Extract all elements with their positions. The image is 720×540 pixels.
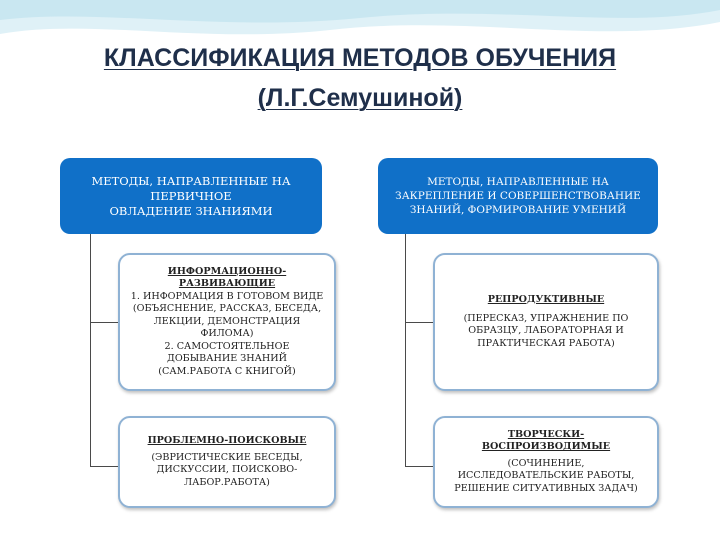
header-line: ЗНАНИЙ, ФОРМИРОВАНИЕ УМЕНИЙ [409,204,627,216]
connector-right-vertical [405,234,406,466]
connector-left-vertical [90,234,91,466]
connector-right-to-creative [405,466,433,467]
card-body-line: ЛАБОР.РАБОТА) [184,476,270,488]
card-body-line: ИССЛЕДОВАТЕЛЬСКИЕ РАБОТЫ, [457,470,635,482]
card-creative-reproducing [433,416,659,508]
card-problem-search [118,416,336,508]
connector-left-to-info [90,322,118,323]
card-body-line: (САМ.РАБОТА С КНИГОЙ) [158,365,296,377]
card-heading-line: ИНФОРМАЦИОННО- [167,265,287,277]
card-body-line: РЕШЕНИЕ СИТУАТИВНЫХ ЗАДАЧ) [454,482,638,494]
card-body-line: ДИСКУССИИ, ПОИСКОВО- [156,464,298,475]
card-body-line: (ПЕРЕСКАЗ, УПРАЖНЕНИЕ ПО [463,312,629,324]
card-heading-line: ПРОБЛЕМНО-ПОИСКОВЫЕ [147,435,307,446]
card-information-developing [118,253,336,391]
header-consolidation [378,158,658,234]
header-line: МЕТОДЫ, НАПРАВЛЕННЫЕ НА [427,176,609,188]
card-body-line: (ОБЪЯСНЕНИЕ, РАССКАЗ, БЕСЕДА, [132,303,322,315]
card-body-line: 2. САМОСТОЯТЕЛЬНОЕ [164,340,290,352]
card-heading-line: РАЗВИВАЮЩИЕ [178,278,276,290]
header-primary-knowledge [60,158,322,234]
header-line: МЕТОДЫ, НАПРАВЛЕННЫЕ НА [91,173,291,188]
card-body-line: (СОЧИНЕНИЕ, [507,457,585,469]
connector-left-to-problem [90,466,118,467]
card-reproductive [433,253,659,391]
page-title: КЛАССИФИКАЦИЯ МЕТОДОВ ОБУЧЕНИЯ [103,44,617,72]
card-body-line: ПРАКТИЧЕСКАЯ РАБОТА) [477,337,615,349]
card-heading-line: ВОСПРОИЗВОДИМЫЕ [481,441,611,453]
card-body-line: ФИЛОМА) [200,328,254,340]
header-line: ПЕРВИЧНОЕ [150,188,232,203]
header-line: ЗАКРЕПЛЕНИЕ И СОВЕРШЕНСТВОВАНИЕ [395,190,641,202]
header-line: ОВЛАДЕНИЕ ЗНАНИЯМИ [109,203,273,218]
card-body-line: 1. ИНФОРМАЦИЯ В ГОТОВОМ ВИДЕ [130,290,324,302]
card-heading-line: ТВОРЧЕСКИ- [507,428,585,440]
connector-right-to-repro [405,322,433,323]
card-body-line: ДОБЫВАНИЕ ЗНАНИЙ [167,353,287,365]
card-body-line: ЛЕКЦИИ, ДЕМОНСТРАЦИЯ [153,315,301,327]
card-heading-line: РЕПРОДУКТИВНЫЕ [487,294,605,305]
page-subtitle: (Л.Г.Семушиной) [257,84,463,112]
card-body-line: (ЭВРИСТИЧЕСКИЕ БЕСЕДЫ, [151,451,303,463]
card-body-line: ОБРАЗЦУ, ЛАБОРАТОРНАЯ И [468,325,624,336]
